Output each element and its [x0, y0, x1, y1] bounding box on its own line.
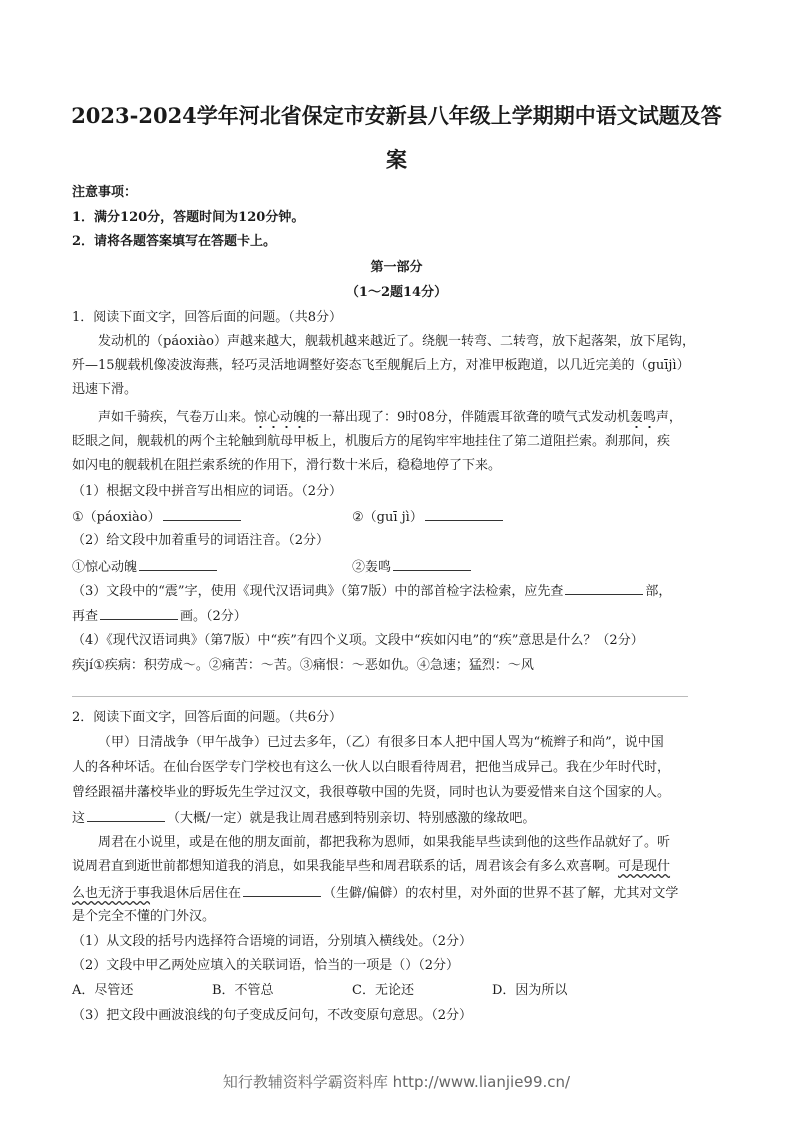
q1-sub2-b-label: ②轰鸣: [352, 560, 392, 575]
q2-option-c: C．无论还: [352, 983, 414, 998]
q1-sub2-a-label: ①惊心动魄: [72, 560, 138, 575]
q1-sub2-a: [72, 558, 219, 576]
q1-para1-line3: 迅速下滑。: [72, 382, 138, 397]
q2-sub3: （3）把文段中画波浪线的句子变成反问句，不改变原句意思。（2分）: [72, 1008, 473, 1023]
q1-sub3-text-d: 画。（2分）: [180, 609, 247, 624]
page-footer-watermark: 知行教辅资料学霸资料库 http://www.lianjie99.cn/: [222, 1073, 571, 1091]
answer-blank[interactable]: [243, 884, 321, 897]
answer-blank[interactable]: [139, 558, 217, 571]
q2-para2-line2: [72, 859, 670, 875]
answer-blank[interactable]: [87, 809, 165, 822]
notice-item-2: 2．请将各题答案填写在答题卡上。: [72, 234, 277, 249]
q2-para1-pre: 这: [72, 811, 86, 826]
part-range: （1～2题14分）: [345, 285, 448, 300]
q2-para1-line3: 曾经跟福井藩校毕业的野坂先生学过汉文，我很尊敬中国的先贤，同时也认为要爱惜来自这个国家的人。: [72, 785, 671, 800]
q1-para1-line1: 发动机的（páoxiào）声越来越大，舰载机越来越近了。绕舰一转弯、二转弯，放下起落架，放下尾钩，: [98, 334, 695, 349]
part-title: 第一部分: [370, 260, 423, 275]
document-title-line2: 案: [386, 147, 407, 172]
q1-sub3-text-a: （3）文段中的“震”字，使用《现代汉语词典》（第7版）中的部首检字法检索，应先查: [72, 584, 564, 599]
q1-para2-line3: 如闪电的舰载机在阻拦索系统的作用下，滑行数十米后，稳稳地停了下来。: [72, 458, 502, 473]
q1-para2-line1: [98, 410, 682, 426]
answer-blank[interactable]: [425, 508, 503, 521]
q2-sub1: （1）从文段的括号内选择符合语境的词语，分别填入横线处。（2分）: [72, 934, 473, 949]
q1-sub3-line1: [72, 582, 671, 600]
q2-para2-line1: 周君在小说里，或是在他的朋友面前，都把我称为恩师，如果我能早些读到他的这些作品就好了。听: [98, 835, 671, 850]
emphasis-word-2: 轰鸣: [630, 410, 656, 429]
q1-sub1-a: [72, 508, 243, 526]
q2-para2-line4: 是个完全不懂的门外汉。: [72, 909, 216, 924]
q1-sub1-b-label: ②（guī jì）: [352, 510, 423, 525]
q1-sub3-text-c: 再查: [72, 609, 99, 624]
wavy-sentence-part1: 可是现什: [618, 859, 671, 874]
q2-para2-line3-end: （生僻/偏僻）的农村里，对外面的世界不甚了解，尤其对文学: [323, 886, 679, 901]
q1-sub1-a-label: ①（páoxiào）: [72, 510, 161, 525]
emphasis-word-1: 惊心动魄: [254, 410, 306, 429]
answer-blank[interactable]: [565, 582, 643, 595]
q1-sub1: （1）根据文段中拼音写出相应的词语。（2分）: [72, 484, 343, 499]
q2-option-a: A．尽管还: [72, 983, 134, 998]
q1-sub3-line2: [72, 607, 247, 625]
q1-sub4: （4）《现代汉语词典》（第7版）中“疾”有四个义项。文段中“疾如闪电”的“疾”意思是什么？（2分）: [72, 633, 644, 648]
wavy-sentence-part2: 么也无济于事: [72, 886, 151, 901]
answer-blank[interactable]: [100, 607, 178, 620]
q1-para2-mid: 的一幕出现了：9时08分，伴随震耳欲聋的喷气式发动机: [306, 410, 630, 425]
notice-heading: 注意事项：: [72, 185, 138, 200]
section-divider: [72, 696, 688, 697]
q2-heading: 2．阅读下面文字，回答后面的问题。（共6分）: [72, 710, 343, 725]
q2-para1-line2: 人的各种坏话。在仙台医学专门学校也有这么一伙人以白眼看待周君，把他当成异己。我在少年时代时，: [72, 760, 671, 775]
q1-sub3-text-b: 部，: [645, 584, 672, 599]
q2-para2-line3: [72, 884, 678, 902]
q1-heading: 1．阅读下面文字，回答后面的问题。（共8分）: [72, 310, 343, 325]
q1-sub2-b: [352, 558, 473, 576]
document-title-line1: 2023-2024学年河北省保定市安新县八年级上学期期中语文试题及答: [71, 103, 722, 128]
q2-para1-line1: （甲）日清战争（甲午战争）已过去多年，（乙）有很多日本人把中国人骂为“梳辫子和尚”，说中国: [98, 735, 664, 750]
q2-option-d: D．因为所以: [492, 983, 568, 998]
answer-blank[interactable]: [163, 508, 241, 521]
q1-para1-line2: 歼—15舰载机像凌波海燕，轻巧灵活地调整好姿态飞至舰艉后上方，对准甲板跑道，以几近完美的（guījì）: [72, 358, 690, 373]
q1-para2-pre: 声如千骑疾，气卷万山来。: [98, 410, 255, 425]
q1-sub2: （2）给文段中加着重号的词语注音。（2分）: [72, 533, 330, 548]
q2-para2-line3-text: 我退休后居住在: [150, 886, 242, 901]
answer-blank[interactable]: [393, 558, 471, 571]
q1-para2-post: 声，: [655, 410, 682, 425]
notice-item-1: 1．满分120分，答题时间为120分钟。: [72, 210, 305, 225]
q2-sub2: （2）文段中甲乙两处应填入的关联词语，恰当的一项是（）（2分）: [72, 958, 460, 973]
q1-sub4-definition: 疾jí①疾病：积劳成～。②痛苦：～苦。③痛恨：～恶如仇。④急速；猛烈：～风: [72, 658, 534, 673]
q2-option-b: B．不管总: [212, 983, 274, 998]
q1-sub1-b: [352, 508, 505, 526]
q2-para2-line2-text: 说周君直到逝世前都想知道我的消息，如果我能早些和周君联系的话，周君该会有多么欢喜啊。: [72, 859, 619, 874]
q2-para1-line4: [72, 809, 535, 827]
q1-para2-line2: 眨眼之间，舰载机的两个主轮触到航母甲板上，机腹后方的尾钩牢牢地挂住了第二道阻拦索。刹那间，疾: [72, 434, 671, 449]
q2-para1-post: （大概/一定）就是我让周君感到特别亲切、特别感激的缘故吧。: [167, 811, 536, 826]
